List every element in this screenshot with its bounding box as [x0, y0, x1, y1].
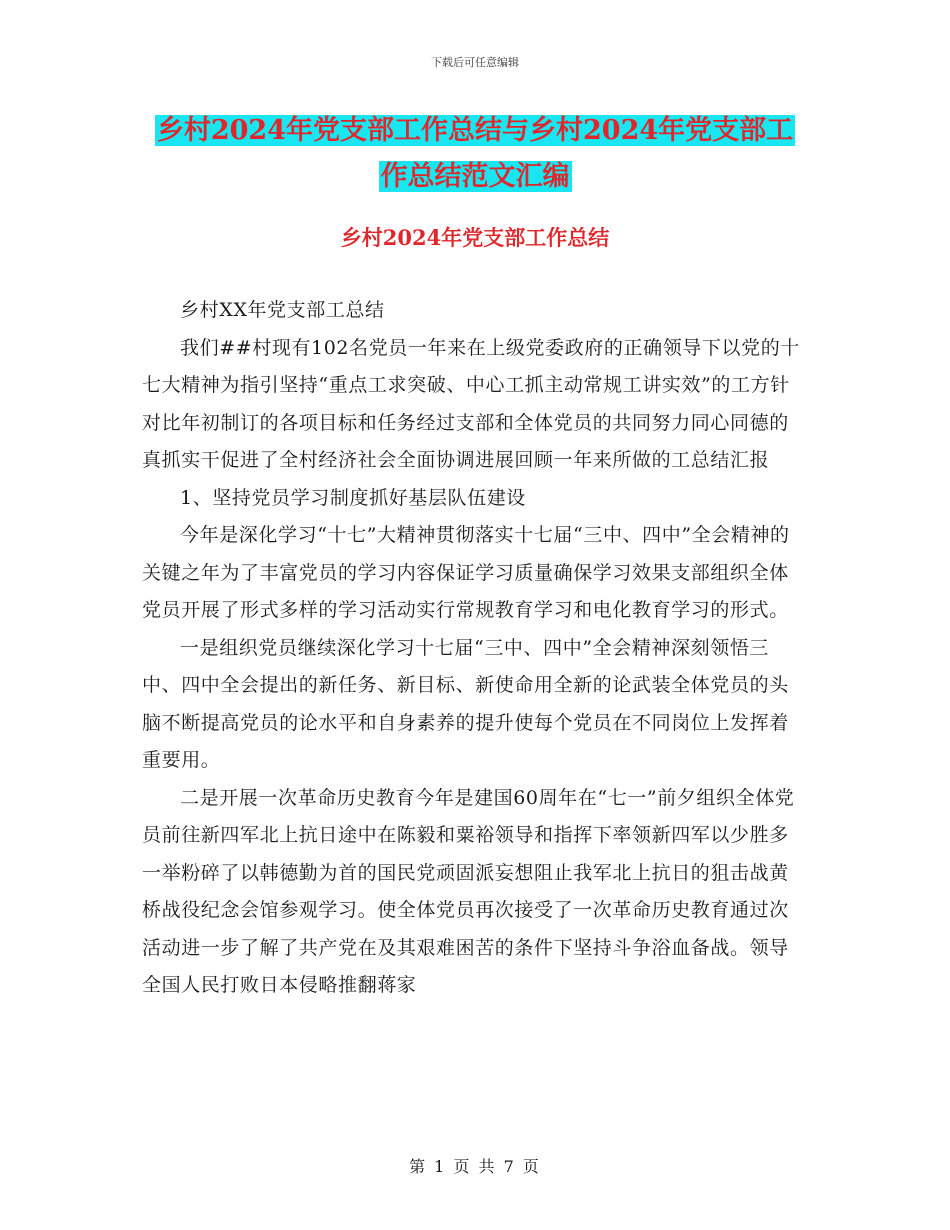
- paragraph: 一是组织党员继续深化学习十七届“三中、四中”全会精神深刻领悟三中、四中全会提出的新任务、新目标、新使命用全新的论武装全体党员的头脑不断提高党员的论水平和自身素养的提升使每个党员在不同岗位上发挥着重要用。: [142, 636, 789, 771]
- body-text: [142, 292, 804, 1005]
- document-title: [140, 108, 810, 200]
- paragraph: 1、坚持党员学习制度抓好基层队伍建设: [180, 486, 526, 509]
- paragraph: 今年是深化学习“十七”大精神贯彻落实十七届“三中、四中”全会精神的关键之年为了丰富党员的学习内容保证学习质量确保学习效果支部组织全体党员开展了形式多样的学习活动实行常规教育学习和电化教育学习的形式。: [142, 524, 790, 621]
- document-title-line-2: 作总结范文汇编: [380, 161, 570, 192]
- paragraph: 二是开展一次革命历史教育今年是建国60周年在“七一”前夕组织全体党员前往新四军北上抗日途中在陈毅和粟裕领导和指挥下率领新四军以少胜多一举粉碎了以韩德勤为首的国民党顽固派妄想阻止我军北上抗日的狙击战黄桥战役纪念会馆参观学习。使全体党员再次接受了一次革命历史教育通过次活动进一步了解了共产党在及其艰难困苦的条件下坚持斗争浴血备战。领导全国人民打败日本侵略推翻蒋家: [142, 786, 795, 996]
- paragraph: 乡村XX年党支部工总结: [180, 299, 385, 321]
- document-title-line-1: 乡村2024年党支部工作总结与乡村2024年党支部工: [156, 115, 794, 146]
- page-number-footer: 第 1 页 共 7 页: [409, 1157, 541, 1176]
- section-title: 乡村2024年党支部工作总结: [340, 225, 610, 250]
- header-note: 下载后可任意编辑: [431, 56, 519, 69]
- paragraph: 我们##村现有102名党员一年来在上级党委政府的正确领导下以党的十七大精神为指引坚持“重点工求突破、中心工抓主动常规工讲实效”的工方针对比年初制订的各项目标和任务经过支部和全体党员的共同努力同心同德的真抓实干促进了全村经济社会全面协调进展回顾一年来所做的工总结汇报: [142, 336, 800, 471]
